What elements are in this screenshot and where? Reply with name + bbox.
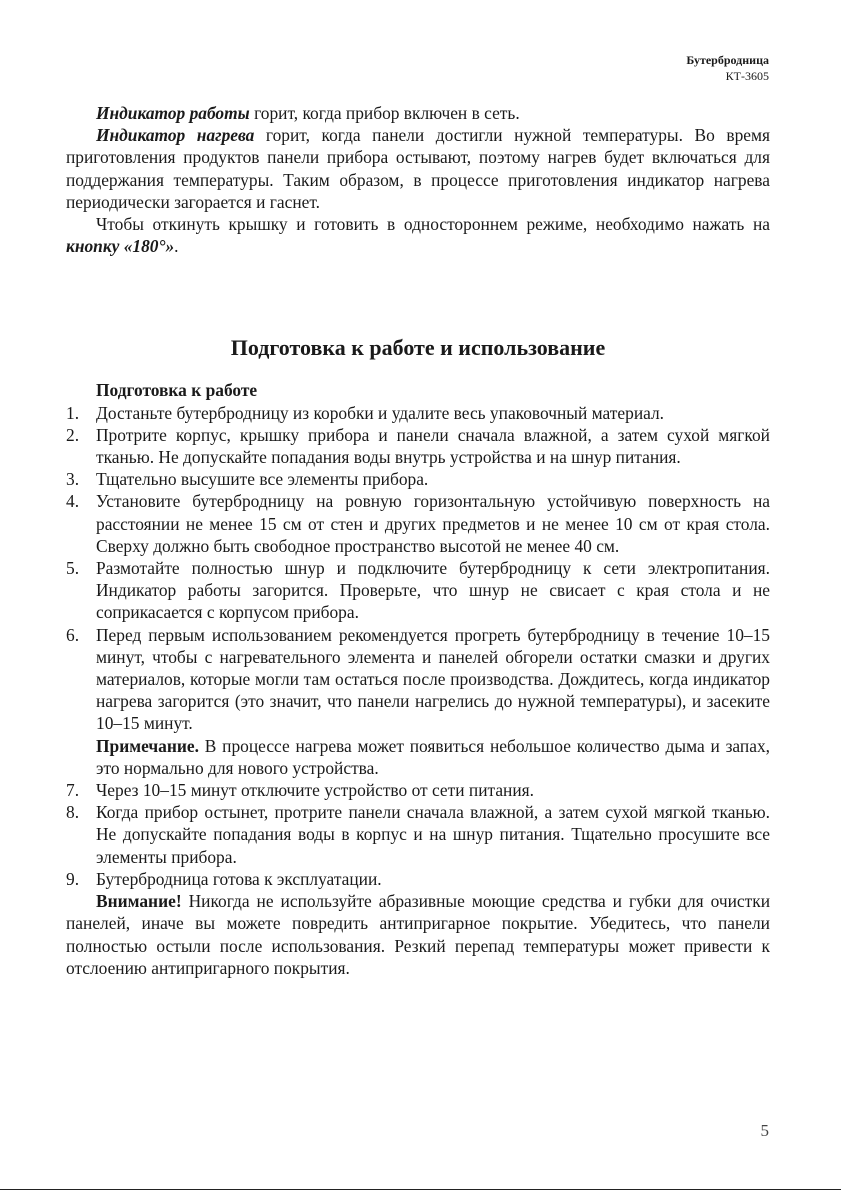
list-item xyxy=(66,557,770,624)
list-item-text: Перед первым использованием рекомендуется прогреть бутербродницу в течение 10–15 минут, чтобы с нагревательного элемента и панелей обгорели остатки смазки и других материалов, которые могли там остаться после производства. Дождитесь, когда индикатор нагрева загорится (это значит, что панели нагрелись до нужной температуры), и засеките 10–15 минут. xyxy=(96,624,770,734)
list-item xyxy=(66,424,770,468)
list-item-number: 4. xyxy=(66,491,80,512)
list-item-text: Тщательно высушите все элементы прибора. xyxy=(96,469,429,490)
note-text: В процессе нагрева может появиться небольшое количество дыма и запах, это нормально для нового устройства. xyxy=(96,735,770,778)
list-item xyxy=(66,468,770,490)
page-content xyxy=(66,102,770,979)
list-item xyxy=(66,402,770,424)
list-item-text: Бутербродница готова к эксплуатации. xyxy=(96,868,382,889)
list-item xyxy=(66,801,770,868)
page-header xyxy=(686,52,769,84)
list-item-text: Установите бутербродницу на ровную горизонтальную устойчивую поверхность на расстоянии не менее 15 см от стен и других предметов и не менее 10 см от края стола. Сверху должно быть свободное пространство высотой не менее 40 см. xyxy=(96,491,770,556)
list-item xyxy=(66,779,770,801)
warning-label: Внимание! xyxy=(96,891,182,912)
list-item-number: 2. xyxy=(66,424,80,445)
section-title: Подготовка к работе и использование xyxy=(230,335,606,361)
button-180-term: кнопку «180°» xyxy=(66,236,175,257)
note-label: Примечание. xyxy=(96,735,199,756)
intro-paragraph-work-indicator xyxy=(66,102,770,124)
bottom-rule xyxy=(0,1189,841,1190)
list-item-number: 6. xyxy=(66,624,80,645)
note-paragraph xyxy=(66,735,770,779)
list-item-text: Когда прибор остынет, протрите панели сначала влажной, а затем сухой мягкой тканью. Не допускайте попадания воды в корпус и на шнур питания. Тщательно просушите все элементы прибора. xyxy=(96,802,770,867)
header-model: КТ-3605 xyxy=(725,69,769,83)
warning-paragraph xyxy=(66,890,770,979)
list-item-text: Размотайте полностью шнур и подключите бутербродницу к сети электропитания. Индикатор работы загорится. Проверьте, что шнур не свисает с края стола и не соприкасается с корпусом прибора. xyxy=(96,558,770,623)
steps-list-continued xyxy=(66,779,770,890)
list-item-number: 1. xyxy=(66,402,80,423)
list-item-number: 8. xyxy=(66,802,80,823)
header-title: Бутербродница xyxy=(686,53,769,67)
list-item-text: Достаньте бутербродницу из коробки и удалите весь упаковочный материал. xyxy=(96,402,665,423)
page-number: 5 xyxy=(760,1121,769,1140)
work-indicator-desc: горит, когда прибор включен в сеть. xyxy=(249,103,520,123)
list-item-text: Через 10–15 минут отключите устройство от сети питания. xyxy=(96,780,534,801)
intro-paragraph-heat-indicator xyxy=(66,124,770,213)
list-item-number: 9. xyxy=(66,868,80,889)
list-item xyxy=(66,624,770,735)
list-item xyxy=(66,868,770,890)
subheading: Подготовка к работе xyxy=(96,380,258,401)
intro-paragraph-180-button xyxy=(66,213,770,257)
list-item xyxy=(66,490,770,557)
heat-indicator-term: Индикатор нагрева xyxy=(96,125,255,146)
list-item-number: 7. xyxy=(66,780,80,801)
heat-indicator-desc: горит, когда панели достигли нужной температуры. Во время приготовления продуктов панели прибора остывают, поэтому нагрев будет включаться для поддержания температуры. Таким образом, в процессе приготовления индикатор нагрева периодически загорается и гаснет. xyxy=(66,125,770,212)
warning-text: Никогда не используйте абразивные моющие средства и губки для очистки панелей, иначе вы можете повредить антипригарное покрытие. Убедитесь, что панели полностью остыли после использования. Резкий перепад температуры может привести к отслоению антипригарного покрытия. xyxy=(66,891,770,978)
work-indicator-term: Индикатор работы xyxy=(96,103,250,123)
list-item-number: 5. xyxy=(66,558,80,579)
list-item-number: 3. xyxy=(66,469,80,490)
button-180-end: . xyxy=(174,236,179,257)
steps-list xyxy=(66,402,770,735)
list-item-text: Протрите корпус, крышку прибора и панели сначала влажной, а затем сухой мягкой тканью. Не допускайте попадания воды внутрь устройства и на шнур питания. xyxy=(96,424,770,468)
button-180-desc: Чтобы откинуть крышку и готовить в одностороннем режиме, необходимо нажать на xyxy=(96,214,770,235)
